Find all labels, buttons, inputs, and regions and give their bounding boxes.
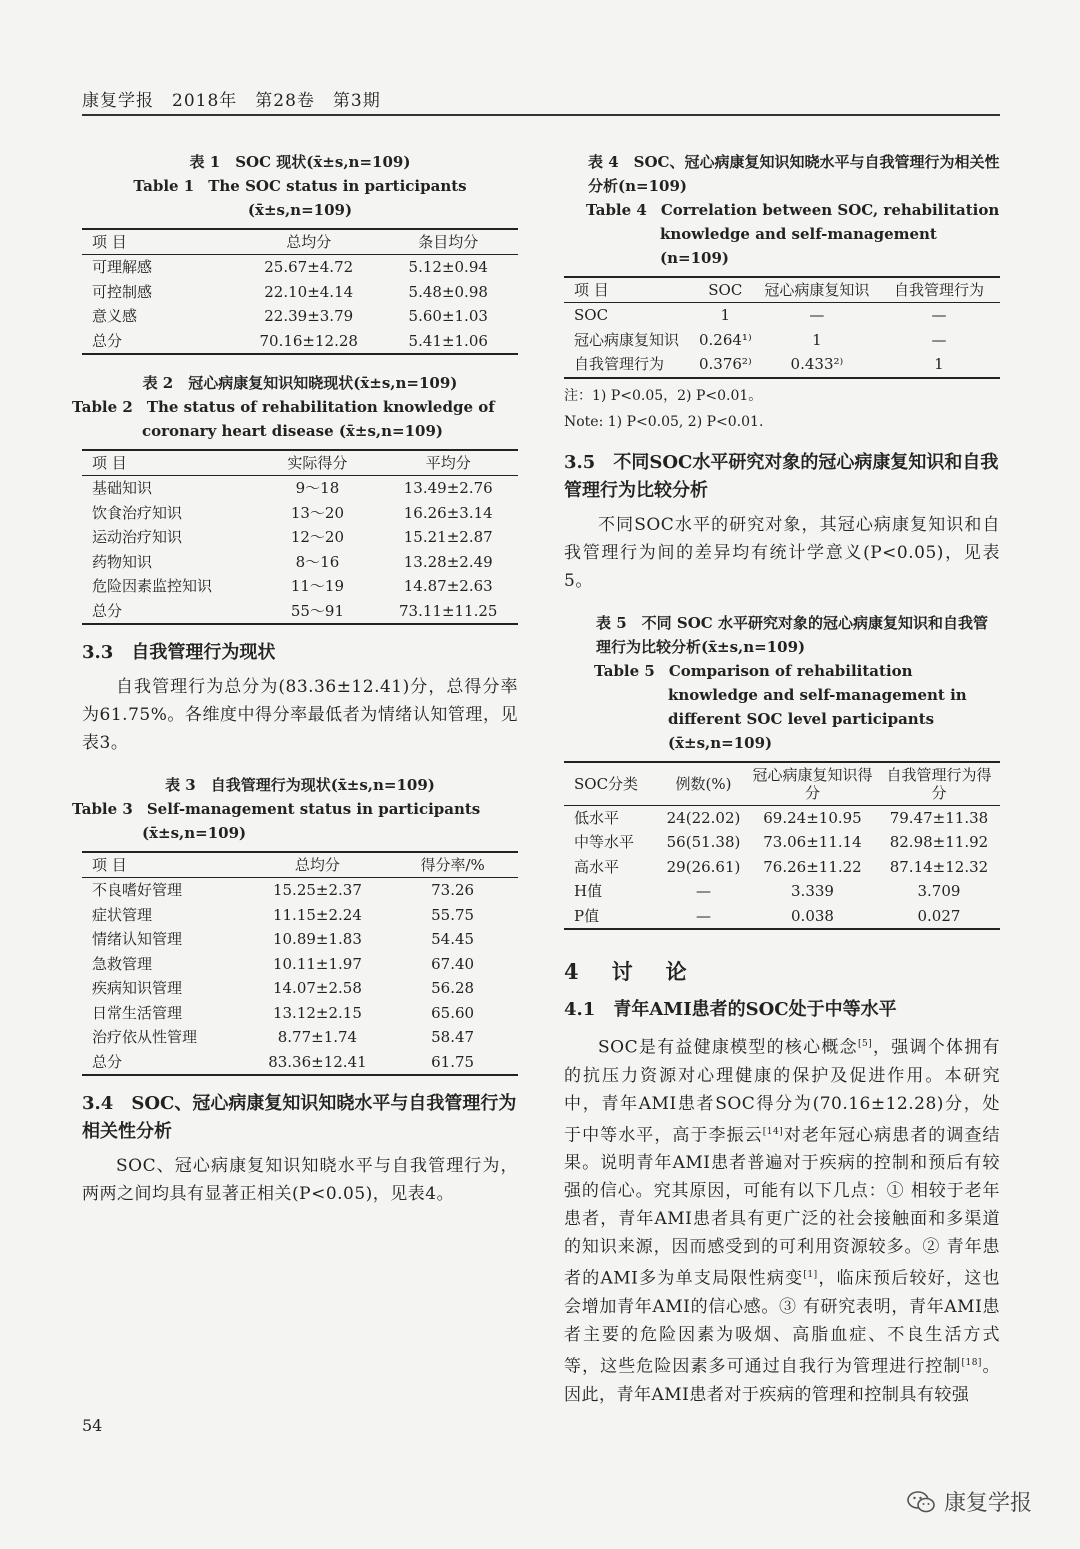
table-cell: —: [931, 330, 947, 349]
table1-caption-cn: 表 1 SOC 现状(x̄±s,n=109): [189, 153, 411, 171]
table4-header: 项 目: [564, 277, 695, 303]
table-row: [564, 904, 1000, 930]
table-cell: —: [696, 882, 711, 900]
section-3-5-body: 不同SOC水平的研究对象，其冠心病康复知识和自我管理行为间的差异均有统计学意义(P<0.05)，见表5。: [564, 514, 1000, 591]
section-3-3-body: 自我管理行为总分为(83.36±12.41)分，总得分率为61.75%。各维度中得分率最低者为情绪认知管理，见表3。: [82, 677, 518, 753]
table-row: [82, 1050, 518, 1076]
table2-header: 项 目: [82, 450, 256, 476]
page-number: 54: [82, 1416, 103, 1435]
table-cell: 5.41±1.06: [408, 331, 488, 350]
table-cell: 总分: [92, 331, 123, 350]
right-column: [564, 150, 1000, 1409]
table-cell: 治疗依从性管理: [92, 1028, 198, 1046]
table-cell: 73.11±11.25: [399, 601, 498, 620]
running-header: 康复学报 2018年 第28卷 第3期: [82, 91, 381, 111]
table-cell: 55～91: [290, 601, 345, 620]
table-row: [82, 1025, 518, 1050]
table-cell: 70.16±12.28: [259, 331, 358, 350]
table-cell: 13.12±2.15: [272, 1003, 362, 1022]
table-cell: 情绪认知管理: [92, 930, 183, 948]
table-cell: 5.48±0.98: [408, 282, 488, 301]
table-cell: 10.89±1.83: [272, 930, 362, 948]
table-cell: 症状管理: [92, 905, 153, 924]
table-row: [82, 304, 518, 329]
table4-note-cn: 注：1) P<0.05，2) P<0.01。: [564, 387, 763, 404]
table4-header: SOC: [695, 277, 756, 303]
table5-label: Table 5: [594, 661, 655, 680]
table-cell: 低水平: [574, 808, 620, 827]
table-cell: 1: [812, 330, 822, 349]
table1-header: 总均分: [239, 229, 379, 255]
wechat-icon: [906, 1490, 936, 1514]
table-cell: 87.14±12.32: [889, 857, 989, 876]
table-row: [82, 599, 518, 625]
table-cell: 69.24±10.95: [763, 808, 862, 827]
table-cell: 13～20: [290, 503, 345, 522]
table-cell: 3.339: [791, 882, 834, 900]
table-row: [564, 328, 1000, 353]
table-row: [82, 280, 518, 305]
table-cell: 9～18: [295, 479, 340, 497]
table-cell: 11～19: [290, 577, 345, 595]
table-cell: H值: [574, 882, 603, 900]
table3-title-en: Self-management status in participants (x̄±s,n=109): [142, 800, 481, 842]
table-row: [564, 879, 1000, 904]
table-cell: 82.98±11.92: [889, 833, 989, 851]
table1-header: 项 目: [82, 229, 239, 255]
table-row: [82, 574, 518, 599]
table3-caption-cn: 表 3 自我管理行为现状(x̄±s,n=109): [165, 776, 435, 794]
table4-header: 冠心病康复知识: [756, 277, 878, 303]
citation: [14]: [762, 1126, 784, 1137]
table-cell: 饮食治疗知识: [92, 503, 183, 522]
table-cell: 危险因素监控知识: [92, 577, 213, 595]
table5-caption-cn: 表 5 不同 SOC 水平研究对象的冠心病康复知识和自我管理行为比较分析(x̄±s,n=109): [596, 613, 988, 656]
table4: [564, 276, 1000, 379]
table-cell: 8～16: [295, 552, 340, 571]
table4-label: Table 4: [586, 201, 647, 219]
table2: [82, 449, 518, 625]
watermark-text: 康复学报: [944, 1491, 1033, 1516]
table-cell: 0.376²⁾: [698, 355, 752, 373]
text-span: 对老年冠心病患者的调查结果。说明青年AMI患者普遍对于疾病的控制和预后有较强的信心。究其原因，可能有以下几点：① 相较于老年患者，青年AMI患者具有更广泛的社会接触面和多渠道的知识来源，因而感受到的可利用资源较多。② 青年患者的AMI多为单支局限性病变: [564, 1125, 1001, 1289]
table-cell: 22.39±3.79: [264, 307, 354, 325]
table-cell: 意义感: [92, 307, 138, 325]
table-cell: 日常生活管理: [92, 1003, 183, 1022]
table3-header: 总均分: [248, 852, 388, 878]
table-cell: 56(51.38): [666, 833, 741, 851]
table-cell: 15.25±2.37: [272, 881, 362, 899]
table-cell: 29(26.61): [666, 857, 741, 876]
table-cell: 25.67±4.72: [264, 258, 354, 276]
table-cell: 疾病知识管理: [92, 979, 183, 997]
table2-caption-cn: 表 2 冠心病康复知识知晓现状(x̄±s,n=109): [142, 374, 458, 392]
table-row: [82, 525, 518, 550]
wechat-watermark: [906, 1486, 1032, 1517]
table-cell: 14.07±2.58: [272, 979, 362, 997]
table-cell: 不良嗜好管理: [92, 881, 183, 899]
text-span: ，临床预后较好，这也会增加青年AMI的信心感。③ 有研究表明，青年AMI患者主要的危险因素为吸烟、高脂血症、不良生活方式等，这些危险因素多可通过自我行为管理进行控制: [564, 1268, 1001, 1377]
table-row: [82, 952, 518, 977]
table3-header: 项 目: [82, 852, 248, 878]
table-cell: 24(22.02): [666, 808, 741, 827]
table1: [82, 228, 518, 355]
table-cell: 冠心病康复知识: [574, 330, 680, 349]
table2-label: Table 2: [72, 398, 133, 416]
table5-header: SOC分类: [564, 762, 660, 806]
table2-header: 平均分: [378, 450, 518, 476]
table-cell: 1: [720, 306, 731, 324]
table-cell: 13.49±2.76: [403, 479, 493, 497]
table-cell: P值: [574, 906, 600, 925]
table2-caption-en: [72, 395, 518, 443]
section-3-4-body: SOC、冠心病康复知识知晓水平与自我管理行为，两两之间均具有显著正相关(P<0.05)，见表4。: [82, 1156, 518, 1204]
table-cell: 14.87±2.63: [403, 577, 493, 595]
table-row: [564, 805, 1000, 830]
table-row: [564, 830, 1000, 855]
section-4-1-title: 4.1 青年AMI患者的SOC处于中等水平: [564, 999, 897, 1020]
text-span: SOC是有益健康模型的核心概念: [598, 1037, 858, 1058]
table3-caption-en: [72, 797, 518, 845]
table1-caption-en: [82, 174, 518, 222]
table5-title-en: Comparison of rehabilitation knowledge and self-management in different SOC level participants (x̄±s,n=109): [668, 661, 967, 752]
table-cell: 16.26±3.14: [403, 503, 493, 522]
table-cell: 0.038: [791, 906, 834, 925]
table-cell: 0.264¹⁾: [698, 330, 752, 349]
text-span: 。因此，青年AMI患者对于疾病的管理和控制具有较强: [564, 1356, 1001, 1405]
table-cell: 可理解感: [92, 258, 153, 276]
table-row: [564, 303, 1000, 328]
table-cell: 中等水平: [574, 833, 635, 851]
table-row: [82, 329, 518, 355]
table-row: [82, 476, 518, 501]
citation: [18]: [961, 1357, 982, 1368]
header-rule: [82, 114, 1000, 116]
table-cell: 73.26: [431, 881, 475, 899]
table1-label: Table 1: [133, 177, 195, 195]
table-cell: 8.77±1.74: [277, 1028, 358, 1046]
table-cell: 54.45: [431, 930, 475, 948]
table3-header: 得分率/%: [387, 852, 518, 878]
table-row: [564, 855, 1000, 880]
table-cell: 0.433²⁾: [790, 355, 844, 373]
table3: [82, 851, 518, 1076]
table-row: [82, 927, 518, 952]
table-cell: 56.28: [431, 979, 475, 997]
section-4-title: 4 讨 论: [564, 959, 693, 984]
table-cell: 76.26±11.22: [763, 857, 862, 876]
section-4-1-body: [564, 1030, 1000, 1409]
table-cell: 运动治疗知识: [92, 528, 183, 546]
section-3-4-title: 3.4 SOC、冠心病康复知识知晓水平与自我管理行为相关性分析: [82, 1093, 517, 1142]
table-cell: 73.06±11.14: [763, 833, 862, 851]
table-cell: SOC: [574, 306, 609, 324]
table-row: [82, 255, 518, 280]
table5-caption-en: [564, 659, 1000, 755]
citation: [5]: [857, 1039, 873, 1049]
table5-header: 自我管理行为得分: [878, 762, 1000, 806]
table5-header: 例数(%): [660, 762, 747, 806]
table3-label: Table 3: [72, 800, 133, 818]
table4-caption-cn: 表 4 SOC、冠心病康复知识知晓水平与自我管理行为相关性分析(n=109): [588, 153, 1000, 195]
table-cell: 总分: [92, 1052, 123, 1071]
table4-header: 自我管理行为: [878, 277, 1000, 303]
table-row: [564, 352, 1000, 378]
table1-header: 条目均分: [378, 229, 518, 255]
table1-title-en: The SOC status in participants (x̄±s,n=109): [208, 177, 467, 219]
table-cell: 高水平: [574, 857, 620, 876]
citation: [1]: [803, 1270, 818, 1281]
table-cell: 15.21±2.87: [403, 528, 493, 546]
table-cell: 79.47±11.38: [889, 808, 989, 827]
table-row: [82, 501, 518, 526]
table-cell: 65.60: [431, 1003, 475, 1022]
table-cell: 总分: [92, 601, 123, 620]
table-cell: 83.36±12.41: [268, 1052, 367, 1071]
table-cell: 61.75: [431, 1052, 475, 1071]
left-column: [72, 150, 518, 1208]
table-cell: 13.28±2.49: [403, 552, 493, 571]
table-cell: 自我管理行为: [574, 355, 665, 373]
table4-title-en: Correlation between SOC, rehabilitation knowledge and self-management (n=109): [660, 201, 1000, 267]
table-cell: 67.40: [431, 954, 475, 973]
table-cell: 可控制感: [92, 282, 153, 301]
table4-caption-en: [564, 198, 1000, 270]
table-cell: 22.10±4.14: [264, 282, 354, 301]
table-cell: 58.47: [431, 1028, 475, 1046]
section-3-3-title: 3.3 自我管理行为现状: [82, 642, 276, 663]
table5: [564, 761, 1000, 931]
table-row: [82, 976, 518, 1001]
table-cell: 1: [934, 355, 944, 373]
table-row: [82, 903, 518, 928]
table4-note-en: Note: 1) P<0.05, 2) P<0.01.: [564, 413, 764, 430]
table-cell: 11.15±2.24: [272, 905, 362, 924]
table-cell: 3.709: [917, 882, 961, 900]
table-cell: 药物知识: [92, 552, 153, 571]
table-row: [82, 550, 518, 575]
table-cell: 5.12±0.94: [408, 258, 488, 276]
section-3-5-title: 3.5 不同SOC水平研究对象的冠心病康复知识和自我管理行为比较分析: [564, 451, 999, 501]
table-cell: 55.75: [431, 905, 475, 924]
table-cell: —: [696, 906, 711, 925]
text-span: ，强调个体拥有的抗压力资源对心理健康的保护及促进作用。本研究中，青年AMI患者SOC得分为(70.16±12.28)分，处于中等水平，高于李振云: [564, 1037, 1001, 1146]
table-row: [82, 1001, 518, 1026]
table5-header: 冠心病康复知识得分: [747, 762, 878, 806]
table-cell: 0.027: [917, 906, 961, 925]
table-cell: 5.60±1.03: [408, 307, 488, 325]
table-cell: 10.11±1.97: [272, 954, 362, 973]
table-row: [82, 878, 518, 903]
table-cell: —: [931, 306, 947, 324]
table2-title-en: The status of rehabilitation knowledge of coronary heart disease (x̄±s,n=109): [142, 398, 495, 440]
table-cell: —: [809, 306, 825, 324]
table2-header: 实际得分: [256, 450, 378, 476]
table-cell: 12～20: [290, 528, 345, 546]
table-cell: 基础知识: [92, 479, 153, 497]
table-cell: 急救管理: [92, 954, 153, 973]
